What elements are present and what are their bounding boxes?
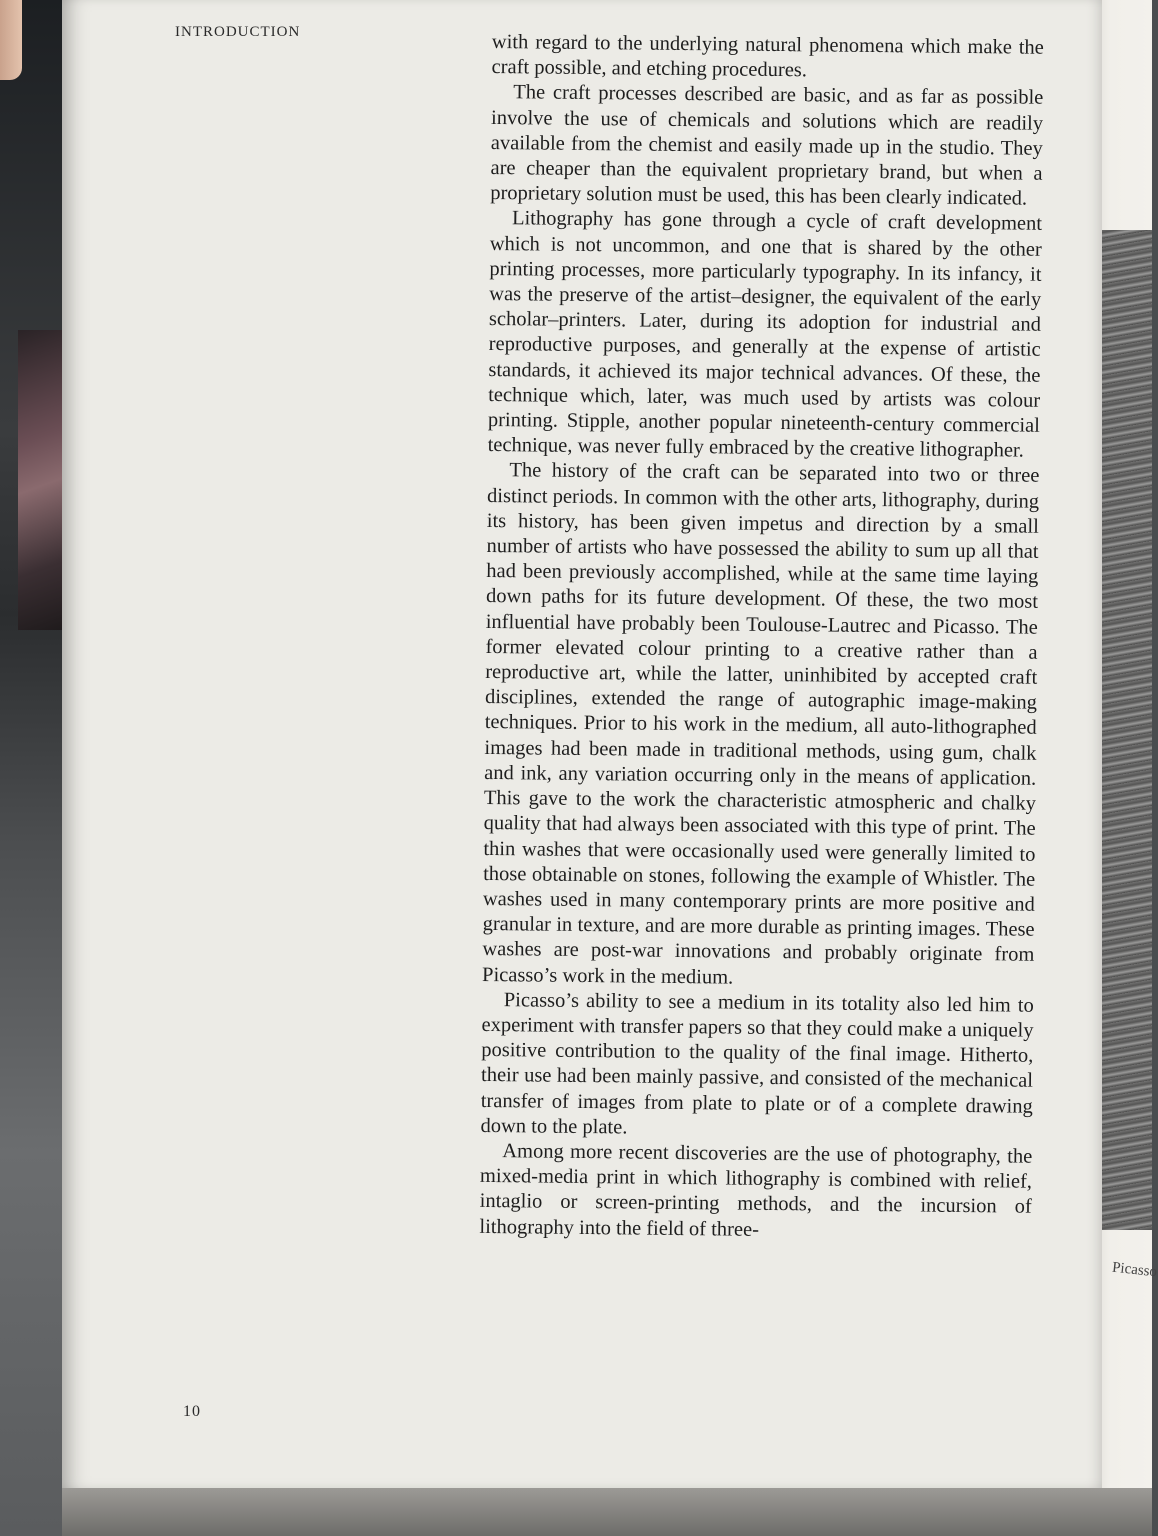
table-surface: [62, 1488, 1152, 1536]
paragraph: Picasso’s ability to see a medium in its totality also led him to experiment with transfer papers so that they could make a uniquely positive contribution to the quality of the final image. Hitherto, their use had been mainly passive, and consisted of the mechanical transfer of images from plate to plate or of a complete drawing down to the plate.: [480, 988, 1034, 1139]
thumb-image: [0, 0, 22, 80]
paragraph: The history of the craft can be separated into two or three distinct periods. In common with the other arts, lithography, during its history, has been given impetus and direction by a small number of artists who have possessed the ability to sum up all that had been previously accomplished, while at the same time laying down paths for its future development. Of these, the two most influential have probably been Toulouse-Lautrec and Picasso. The former elevated colour printing to a creative rather than a reproductive art, while the latter, uninhibited by accepted craft disciplines, extended the range of autographic image-making techniques. Prior to his work in the medium, all auto-lithographed images had been made in traditional methods, using gum, chalk and ink, any variation occurring only in the means of application. This gave to the work the characteristic atmospheric and chalky quality that had always been associated with this type of print. The thin washes that were occasionally used were generally limited to those obtainable on stones, following the example of Whistler. The washes used in many contemporary prints are more positive and granular in texture, and are more durable as printing images. These washes are post-war innovations and probably originate from Picasso’s work in the medium.: [481, 459, 1040, 989]
page-number: 10: [183, 1403, 201, 1420]
body-text-column: [479, 30, 1044, 1245]
running-head: INTRODUCTION: [175, 24, 301, 40]
paragraph: The craft processes described are basic, and as far as possible involve the use of chemicals and solutions which are readily available from the chemist and easily made up in the studio. They are cheaper than the equivalent proprietary brand, but when a proprietary solution must be used, this has been clearly indicated.: [490, 81, 1044, 210]
paragraph-continued: with regard to the underlying natural phenomena which make the craft possible, and etching procedures.: [491, 30, 1044, 82]
paragraph: Among more recent discoveries are the use of photography, the mixed-media print in which lithography is combined with relief, intaglio or screen-printing methods, and the incursion of lithography into the field of three-: [479, 1140, 1033, 1241]
facing-page-illustration: [1100, 230, 1152, 1230]
facing-page-caption: Picasso: [1111, 1259, 1158, 1281]
paragraph: Lithography has gone through a cycle of craft development which is not uncommon, and one that is shared by the other printing processes, more particularly typography. In its infancy, it was the preserve of the artist–designer, the equivalent of the early scholar–printers. Later, during its adoption for industrial and reproductive purposes, and generally at the expense of artistic standards, it achieved its major technical advances. Of these, the technique which, later, was much used by artists was colour printing. Stipple, another popular nineteenth-century commercial technique, was never fully embraced by the creative lithographer.: [487, 207, 1043, 462]
